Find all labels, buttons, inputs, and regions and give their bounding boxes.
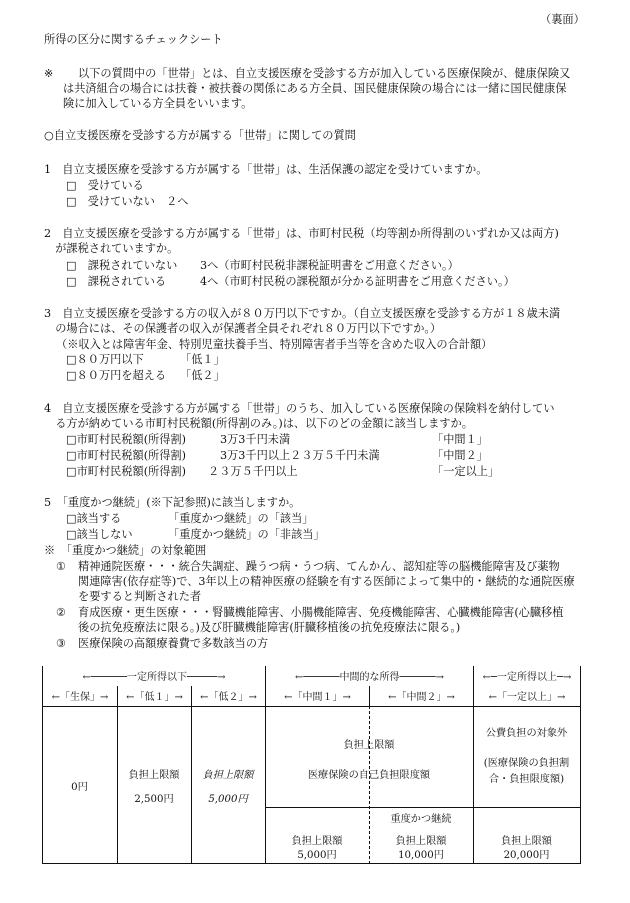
cell-high-desc: 合・負担限度額): [488, 774, 565, 785]
q1-option[interactable]: □ 受けている: [66, 179, 144, 192]
scope-item-num: ②: [56, 606, 67, 619]
question-1: 1 自立支援医療を受診する方が属する「世帯」は、生活保護の認定を受けていますか。: [44, 163, 488, 176]
q4-option[interactable]: □市町村民税額(所得割): [66, 465, 186, 478]
q2-option[interactable]: □ 課税されていない: [66, 259, 178, 272]
q5-option-result: 「重度かつ継続」の「該当」: [168, 512, 314, 525]
cell-mid1-value: 5,000円: [297, 850, 337, 861]
cell-high-label: 公費負担の対象外: [485, 728, 568, 739]
table-divider: [265, 807, 580, 808]
question-4: 4 自立支援医療を受診する方が属する「世帯」のうち、加入している医療保険の保険料を納付してい: [44, 402, 555, 415]
table-divider: [42, 666, 43, 706]
q4-option-result: 「中間１」: [432, 433, 488, 446]
group-low-label: ←──────一定所得以下─────→: [82, 672, 226, 683]
table-divider: [117, 706, 118, 864]
q4-option-range: 3万3千円未満: [220, 433, 291, 446]
page-title: 所得の区分に関するチェックシート: [44, 33, 223, 46]
scope-item-line: 育成医療・更生医療・・・腎臓機能障害、小腸機能障害、免疫機能障害、心臓機能障害(心臓移植: [78, 606, 564, 619]
scope-item-line: 医療保険の高額療養費で多数該当の方: [78, 637, 269, 650]
question-3-note: （※収入とは障害年金、特別児童扶養手当、特別障害者手当等を含めた収入の合計額）: [56, 338, 493, 351]
page-side-label: （裏面）: [540, 13, 585, 26]
cell-mid1-label: 負担上限額: [291, 836, 343, 847]
note-line: 以下の質問中の「世帯」とは、自立支援医療を受診する方が加入している医療保険が、健康保険又: [78, 67, 571, 80]
q3-option-result: 「低２」: [180, 369, 225, 382]
q4-option-range: ２３万５千円以上: [208, 465, 298, 478]
q4-option[interactable]: □市町村民税額(所得割): [66, 433, 186, 446]
question-3: 3 自立支援医療を受診する方の収入が８０万円以下ですか。（自立支援医療を受診する方が１８歳未満: [44, 307, 561, 320]
table-divider: [580, 666, 581, 706]
group-high-label: ←─一定所得以上─→: [482, 672, 572, 683]
category-label: ←「一定以上」→: [488, 692, 566, 703]
q4-option[interactable]: □市町村民税額(所得割): [66, 449, 186, 462]
table-divider: [191, 686, 192, 706]
table-divider: [117, 686, 118, 706]
q2-option-note: 4へ（市町村民税の課税額が分かる証明書をご用意ください。）: [200, 275, 515, 288]
category-label: ←「低２」→: [200, 692, 257, 703]
group-mid-label: ←──────中間的な所得──────→: [294, 672, 445, 683]
cell-low1-label: 負担上限額: [128, 770, 180, 781]
category-label: ←「低１」→: [126, 692, 183, 703]
note-line: 険に加入している方全員をいいます。: [63, 97, 253, 110]
q3-option[interactable]: □８０万円を超える: [66, 369, 167, 382]
question-3-cont: の場合には、その保護者の収入が保護者全員それぞれ８０万円以下ですか。）: [44, 322, 442, 335]
cell-mid-label: 負担上限額: [343, 740, 395, 751]
scope-item-num: ③: [56, 637, 67, 650]
table-divider: [265, 666, 266, 706]
q5-option[interactable]: □該当しない: [66, 528, 133, 541]
note-line: は共済組合の場合には扶養・被扶養の関係にある方全員、国民健康保険の場合には一緒に国民健康保: [63, 82, 567, 95]
cell-low2-value: 5,000円: [208, 794, 248, 805]
cell-seiho: 0円: [71, 782, 88, 793]
q4-option-result: 「中間２」: [432, 449, 488, 462]
table-divider: [369, 686, 370, 706]
category-label: ←「生保」→: [51, 692, 109, 703]
cell-high2-value: 20,000円: [503, 850, 550, 861]
table-divider: [191, 706, 192, 864]
q3-option[interactable]: □８０万円以下: [66, 353, 144, 366]
cell-low1-value: 2,500円: [134, 794, 174, 805]
section-heading: ○自立支援医療を受診する方が属する「世帯」に関しての質問: [44, 129, 356, 142]
cell-high-desc: (医療保険の負担割: [483, 758, 570, 769]
q2-option[interactable]: □ 課税されている: [66, 275, 167, 288]
q3-option-result: 「低１」: [180, 353, 225, 366]
category-label: ←「中間１」→: [284, 692, 351, 703]
scope-item-line: 後の抗免疫療法に限る。)及び肝臓機能障害(肝臓移植後の抗免疫療法に限る。): [78, 621, 461, 634]
table-divider: [473, 666, 474, 706]
scope-heading: ※ 「重度かつ継続」の対象範囲: [44, 544, 207, 557]
scope-item-line: 関連障害(依存症等)で、3年以上の精神医療の経験を有する医師によって集中的・継続的な通院医療: [78, 575, 575, 588]
question-4-cont: る方が納めている市町村民税額(所得割のみ。)は、以下のどの金額に該当しますか。: [44, 417, 473, 430]
q1-option[interactable]: □ 受けていない ２へ: [66, 195, 189, 208]
scope-item-num: ①: [56, 560, 67, 573]
q4-option-result: 「一定以上」: [432, 465, 500, 478]
cell-low2-label: 負担上限額: [202, 770, 254, 781]
scope-item-line: 精神通院医療・・・統合失調症、躁うつ病・うつ病、てんかん、認知症等の脳機能障害及び薬物: [78, 560, 560, 573]
cell-mid-desc: 医療保険の自己負担限度額: [307, 770, 431, 781]
question-2: 2 自立支援医療を受診する方が属する「世帯」は、市町村民税（均等割か所得割のいずれか又は両方): [44, 227, 559, 240]
q5-option[interactable]: □該当する: [66, 512, 122, 525]
q4-option-range: 3万3千円以上２３万５千円未満: [220, 449, 380, 462]
cell-high2-label: 負担上限額: [501, 836, 552, 847]
cell-mid2-label: 負担上限額: [395, 836, 447, 847]
question-2-cont: が課税されていますか。: [44, 242, 179, 255]
q2-option-note: 3へ（市町村民税非課税証明書をご用意ください。）: [200, 259, 459, 272]
cell-mid2-value: 10,000円: [398, 850, 444, 861]
note-mark: ※: [44, 67, 54, 80]
question-5: 5 「重度かつ継続」(※下記参照)に該当しますか。: [44, 496, 301, 509]
scope-item-line: を要すると判断された者: [78, 590, 202, 603]
q5-option-result: 「重度かつ継続」の「非該当」: [168, 528, 325, 541]
cell-heavy-label: 重度かつ継続: [390, 814, 452, 825]
category-label: ←「中間２」→: [388, 692, 455, 703]
